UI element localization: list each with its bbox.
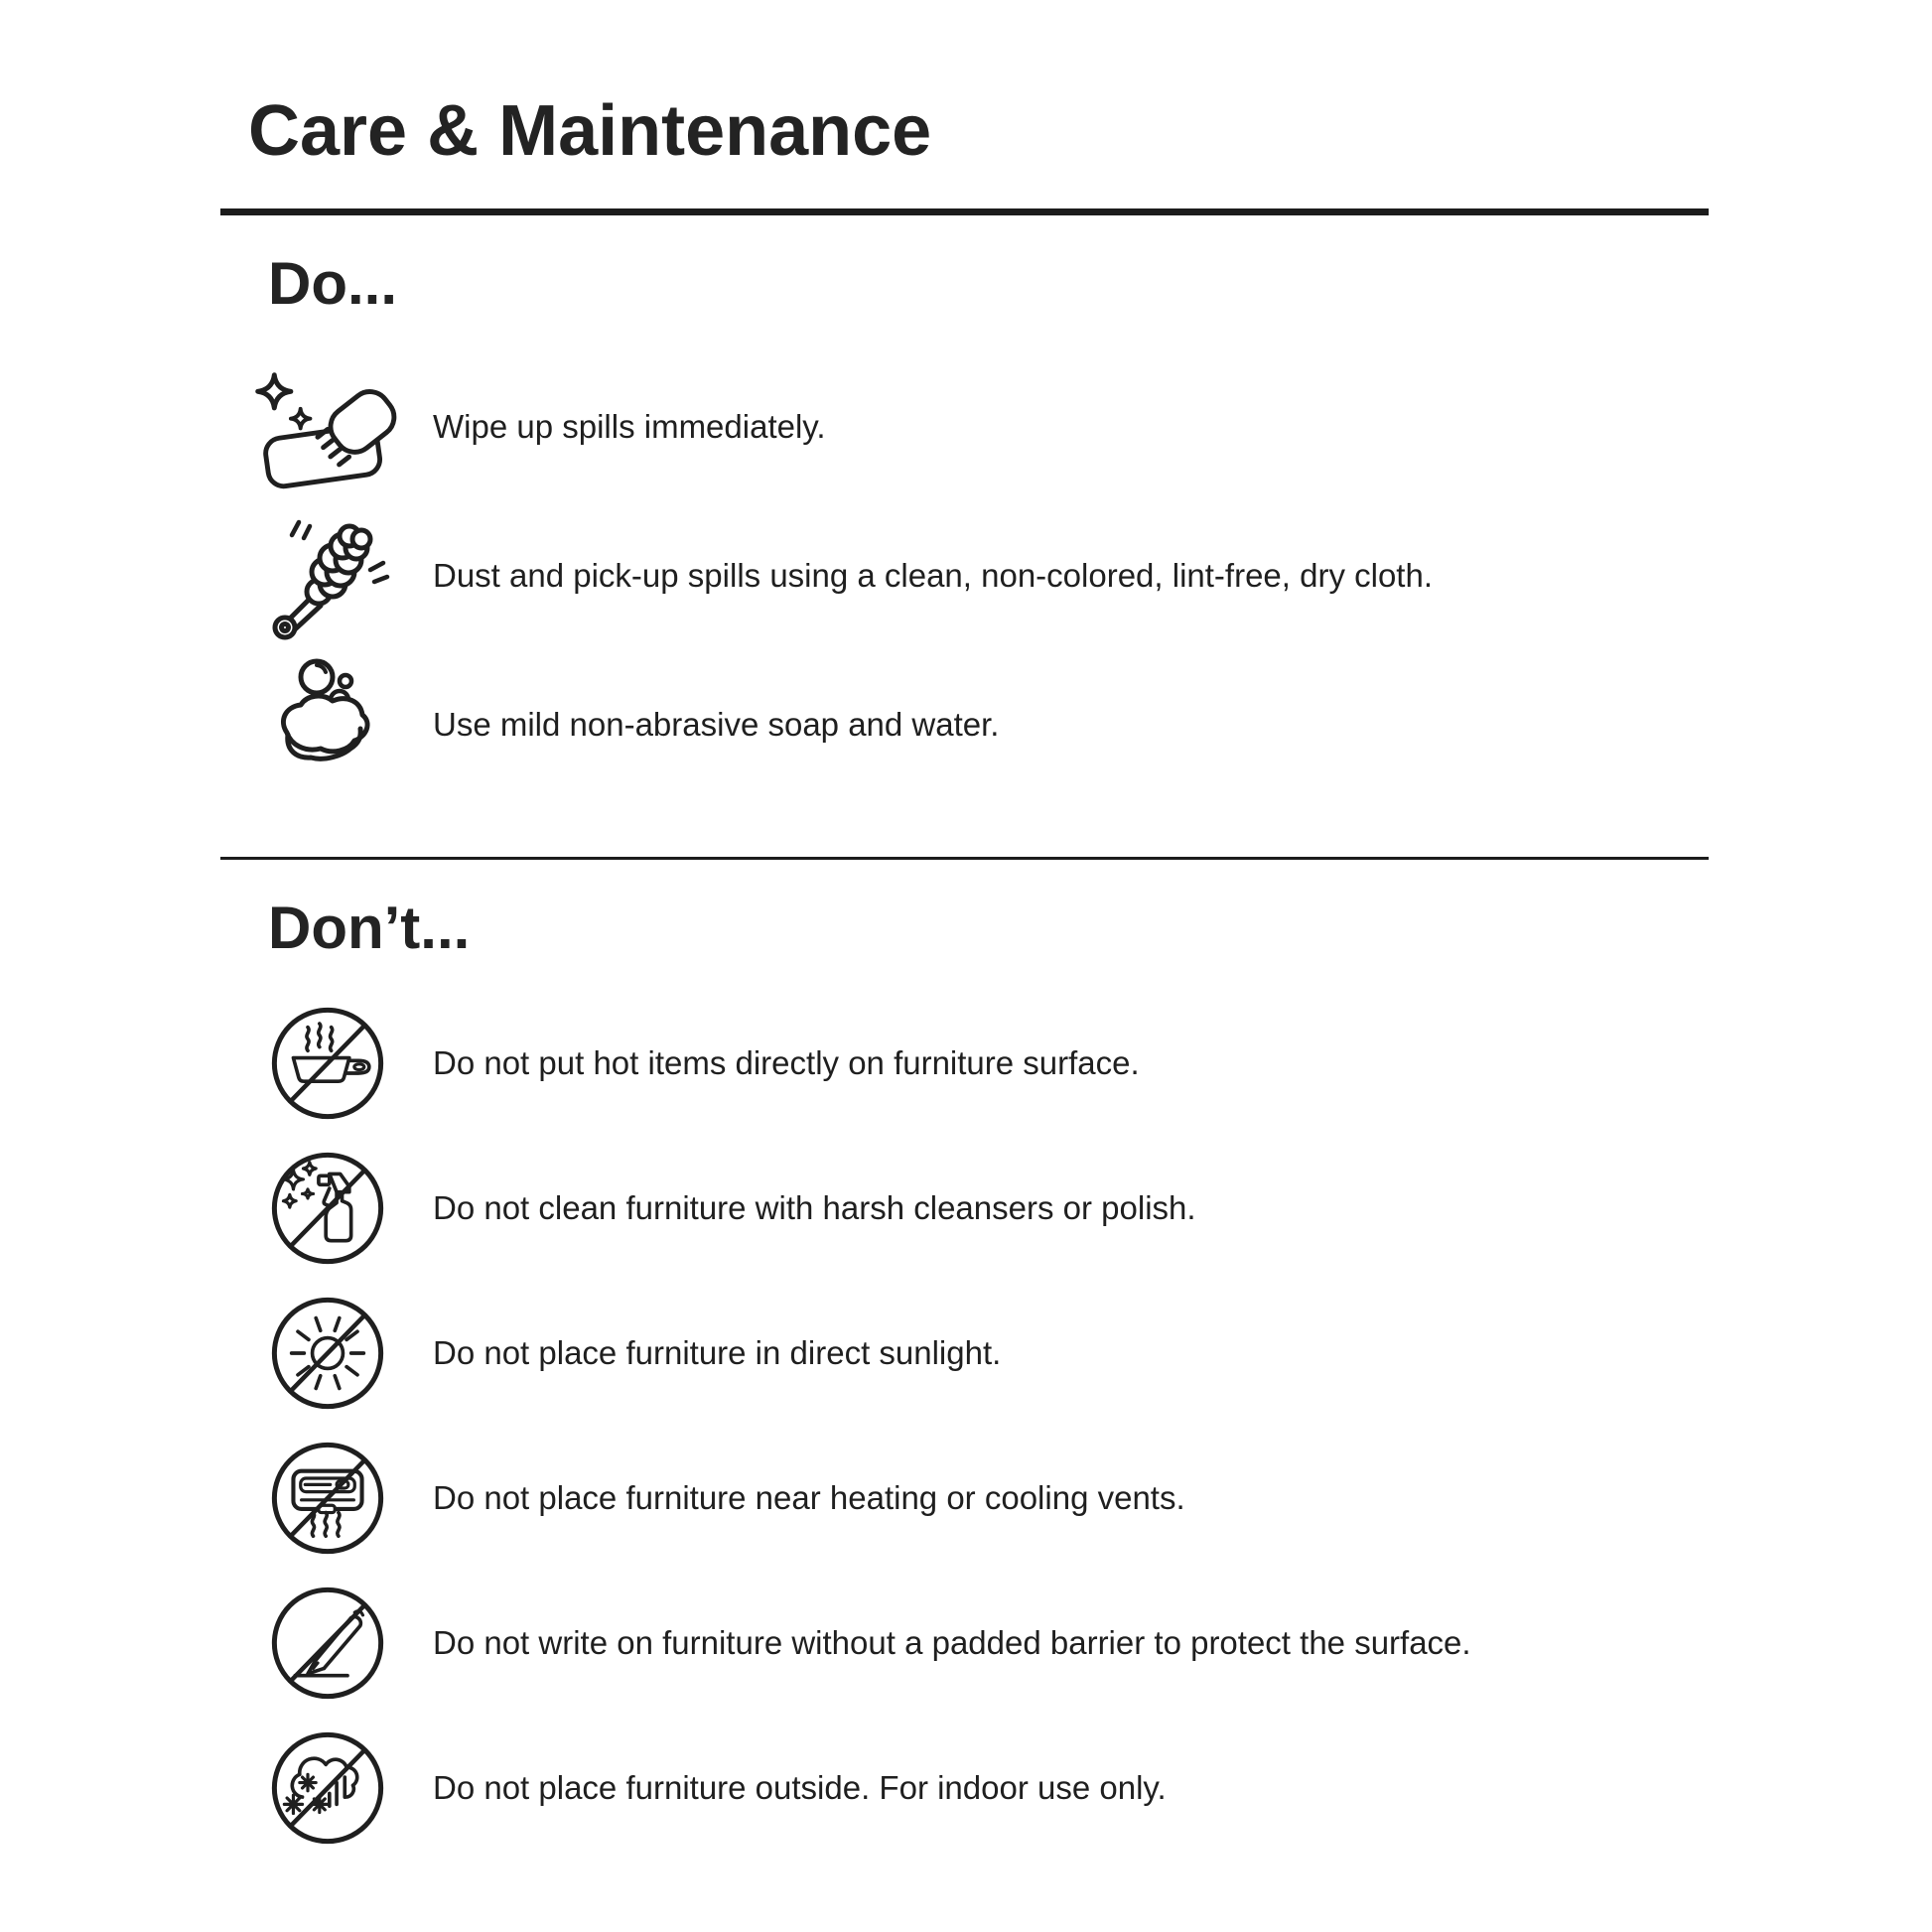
dont-item-text: Do not place furniture in direct sunlight. [433, 1334, 1002, 1372]
dont-heading: Don’t... [268, 895, 471, 961]
no-outdoor-icon [268, 1728, 387, 1848]
do-item-text: Use mild non-abrasive soap and water. [433, 706, 1000, 744]
no-harsh-cleansers-icon [268, 1149, 387, 1268]
icon-box [238, 1584, 417, 1703]
icon-box [238, 1004, 417, 1123]
dont-item-text: Do not clean furniture with harsh cleansers or polish. [433, 1189, 1196, 1227]
icon-box [238, 362, 417, 492]
icon-box [238, 1149, 417, 1268]
dont-list [220, 991, 1709, 1861]
list-item [220, 1426, 1709, 1571]
list-item [220, 991, 1709, 1136]
list-item [220, 1571, 1709, 1716]
duster-icon [253, 506, 402, 645]
dont-item-text: Do not put hot items directly on furniture surface. [433, 1044, 1140, 1082]
icon-box [238, 1294, 417, 1413]
icon-box [238, 506, 417, 645]
no-direct-sunlight-icon [268, 1294, 387, 1413]
wipe-sparkle-icon [245, 362, 410, 492]
do-item-text: Wipe up spills immediately. [433, 408, 826, 446]
list-item [220, 1716, 1709, 1861]
no-writing-icon [268, 1584, 387, 1703]
icon-box [238, 655, 417, 794]
soap-sponge-icon [253, 655, 402, 794]
list-item [220, 501, 1709, 650]
do-heading: Do... [268, 250, 397, 317]
do-item-text: Dust and pick-up spills using a clean, non-colored, lint-free, dry cloth. [433, 557, 1433, 595]
icon-box [238, 1439, 417, 1558]
list-item [220, 1281, 1709, 1426]
dont-item-text: Do not write on furniture without a padded barrier to protect the surface. [433, 1624, 1471, 1662]
no-heating-vents-icon [268, 1439, 387, 1558]
do-list [220, 352, 1709, 799]
list-item [220, 650, 1709, 799]
list-item [220, 1136, 1709, 1281]
list-item [220, 352, 1709, 501]
icon-box [238, 1728, 417, 1848]
dont-item-text: Do not place furniture outside. For indoor use only. [433, 1769, 1167, 1807]
title-divider [220, 208, 1709, 215]
dont-item-text: Do not place furniture near heating or cooling vents. [433, 1479, 1185, 1517]
section-divider [220, 857, 1709, 860]
no-hot-items-icon [268, 1004, 387, 1123]
page-title: Care & Maintenance [248, 91, 932, 171]
